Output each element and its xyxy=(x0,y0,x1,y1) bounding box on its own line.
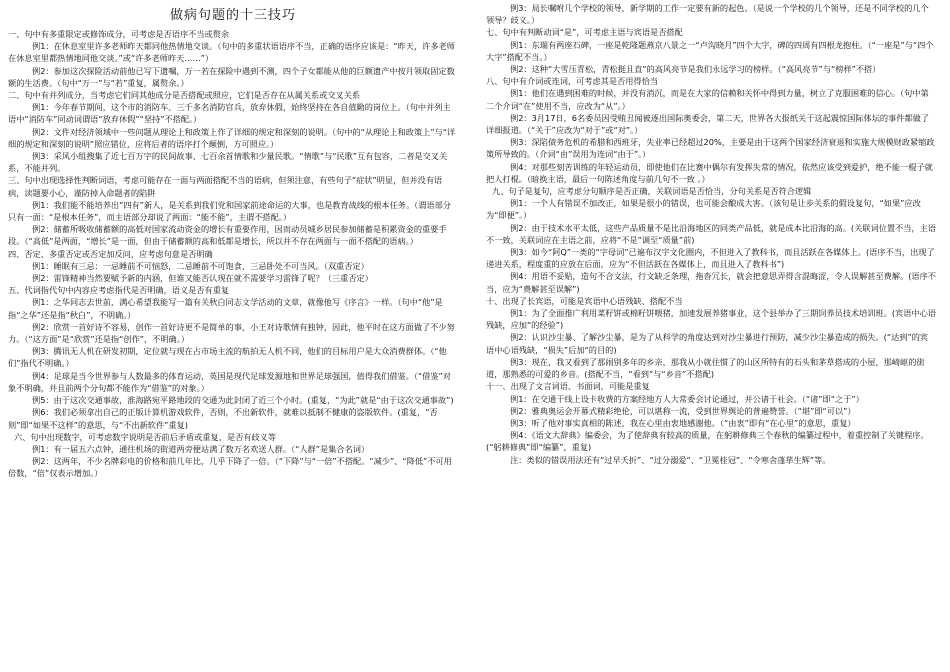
example-paragraph: 例2：雷锋精神当然要赋予新的内涵，但谁又能否认现在就不需要学习雷锋了呢？（三重否定） xyxy=(32,273,373,284)
example-paragraph: 例3：局长嘱咐几个学校的领导，新学期的工作一定要有新的起色。（是说一个学校的几个领导，还是不同学校的几个领导？歧义。） xyxy=(486,3,929,26)
page-title: 做病句题的十三技巧 xyxy=(169,8,296,23)
example-paragraph: 例4：《语文大辞典》编委会，为了使辞典有较高的质量，在躬耕修典三个春秋的编纂过程中，着重控制了关键程序。(“躬耕修典”即“编纂”，重复) xyxy=(486,430,929,453)
example-paragraph: 例1：我们能不能培养出“四有”新人，是关系到我们党和国家前途命运的大事，也是教育战线的根本任务。（谓语部分只有一面：“是根本任务”，而主语部分却说了两面：“能不能”，主谓不搭配。） xyxy=(8,199,451,223)
example-paragraph: 例2：文件对经济领域中一些问题从理论上和政策上作了详细的规定和深刻的说明。（句中的“从理论上和政策上”与“详细的规定和深刻的说明”照应错位，应将后者的语序打个颠倒，方可照应。） xyxy=(8,126,456,149)
section-heading: 三、句中出现选择性判断词语，考虑可能存在一面与两面搭配不当的语病，但须注意，有些句子“症状”明显，但并没有语病，读题要小心，谨防掉入命题者的陷阱 xyxy=(8,175,443,198)
section-heading: 十、出现了长宾语，可能是宾语中心语残缺、搭配不当 xyxy=(486,295,683,306)
example-paragraph: 例2：3月17日，6名委员因受贿丑闻被逐出国际奥委会，第二天，世界各大报纸关于这起震惊国际体坛的事件都做了详细报道。（“关于”应改为“对于”或“对”。） xyxy=(486,112,930,136)
example-paragraph: 例6：我们必须拿出自己的正版计算机游戏软件，否则，不出新软件，就难以抵制不健康的盗版软件。(重复，“否则”即“如果不这样”的意思，与“不出新软件”重复) xyxy=(8,407,438,430)
example-paragraph: 例1：一个人有错误不加改正，如果是很小的错误，也可能会酿成大害。（该句是让步关系的假设复句，“如果”应改为“即便”。） xyxy=(486,198,921,221)
example-paragraph: 例1：睡眠有三忌：一忌睡前不可恼怒，二忌睡前不可饱食，三忌卧处不可当风。（双重否定） xyxy=(32,260,369,271)
example-paragraph: 例2：欣赏一首好诗不容易，创作一首好诗更不是简单的事，小王对诗歌情有独钟，因此，他平时在这方面做了不少努力。（“这方面”是“欣赏”还是指“创作”，不明确。） xyxy=(8,321,455,345)
example-paragraph: 例2：储蓄所吸收储蓄额的高低对国家流动资金的增长有重要作用，因而动员城乡居民参加储蓄是积累资金的重要手段。（“高低”是两面，“增长”是一面，但由于储蓄额的高和低都是增长，所以并不存在两面与一面不搭配的语病。） xyxy=(8,224,447,247)
right-column xyxy=(486,0,936,672)
section-heading: 九、句子是复句，应考虑分句顺序是否正确，关联词语是否恰当，分句关系是否符合逻辑 xyxy=(492,186,812,197)
section-heading: 二、句中有并列成分，当考虑它们同其他成分是否搭配或照应，它们是否存在从属关系或交叉关系 xyxy=(8,90,361,101)
section-heading: 四、否定、多重否定或否定加反问，应考虑句意是否明确 xyxy=(8,248,213,259)
example-paragraph: 例1：有一届五六点钟，通往机场的街道两旁便站满了数万名欢送人群。（“人群”是集合名词） xyxy=(32,443,370,454)
example-paragraph: 例3：现在，我又看到了那闹别多年的乡亲，那我从小就住惯了的山区所特有的石头和茅草搭成的小屋，那崎岖的街道，那熟悉的可爱的乡音。(搭配不当，“看到”与“乡音”不搭配) xyxy=(486,356,925,380)
section-heading: 十一、出现了文言词语、书面词，可能是重复 xyxy=(486,381,650,392)
section-heading: 七、句中有判断动词“是”，可考虑主语与宾语是否搭配 xyxy=(486,27,683,38)
example-paragraph: 例4：用语不妥贴，造句不合文法，行文缺乏条理，拖沓冗长，就会把意思弄得含混晦涩，令人误解甚至费解。(语序不当，应为“费解甚至误解”) xyxy=(486,271,936,294)
section-heading: 六、句中出现数字，可考虑数字说明是否前后矛盾或重复，是否有歧义等 xyxy=(14,431,277,442)
example-paragraph: 例1：之华同志去世前，满心希望我能写一篇有关秋白同志文学活动的文章，就像他写《序言》一样。（句中“他”是指“之华”还是指“秋白”，不明确。） xyxy=(8,297,443,320)
example-paragraph: 例3：听了他对事实真相的陈述，我在心里由衷地感谢他。（“由衷”即有“在心里”的意思，重复） xyxy=(510,417,856,428)
example-paragraph: 例4：对那些刻苦训练的年轻运动员，即使他们在比赛中偶尔有发挥失常的情况，依然应该受到爱护，绝不能一棍子就把人打棍。（暗换主语，最后一句陈述角度与前几句不一致 。） xyxy=(486,161,933,184)
example-paragraph: 例1：今年春节期间，这个市的消防车、三千多名消防官兵，放弃休假，始终坚持在各自值勤的岗位上。（句中并列主语中“消防车”同动词谓语“放弃休假”“坚持”不搭配。） xyxy=(8,102,451,125)
example-paragraph: 注：类似的错误用法还有“过早夭折”、“过分溺爱”、“卫冕桂冠”、“令寒舍蓬荜生辉”等。 xyxy=(510,454,831,465)
section-heading: 八、句中有介词或连词，可考虑其是否用得恰当 xyxy=(486,76,658,87)
example-paragraph: 例3：深陷债务危机的希腊和西班牙，失业率已经超过20%，主要是由于这两个国家经济衰退和实施大规模财政紧缩政策所导致的。（介词“由”误用为连词“由于”。） xyxy=(486,137,935,160)
example-paragraph: 例1：为了全面推广利用菜籽饼或棉籽饼喂猪，加速发展养猪事业，这个县举办了三期饲养员技术培训班。(宾语中心语残缺，应加“的经验”) xyxy=(486,308,936,331)
right-text-block xyxy=(486,2,936,466)
example-paragraph: 例5：由于这次交通事故，淮海路宛平路地段的交通为此封闭了近三个小时。(重复，“为此”就是“由于这次交通事故”) xyxy=(32,395,454,406)
left-text-block xyxy=(8,28,458,480)
example-paragraph: 例3：腾讯无人机在研发初期，定位就与现在占市场主流的航拍无人机不同，他们的目标用户是大众消费群体。（“他们”指代不明确。） xyxy=(8,346,447,369)
left-column xyxy=(8,0,458,672)
example-paragraph: 例1：在交通干线上设卡收费的方案经地方人大常委会讨论通过，并公诸于社会。（“诸”即“之于”） xyxy=(510,393,864,404)
section-heading: 一、句中有多重限定或修饰成分，可考虑是否语序不当或赘余 xyxy=(8,29,230,39)
example-paragraph: 例3：采风小组搜集了近七百万字的民间故事、七百余首情歌和少量民歌。“情歌”与“民歌”互有包容，二者是交叉关系，不能并列。 xyxy=(8,151,448,174)
example-paragraph: 例2：这种“大雪压青松，青松挺且直”的高风亮节是我们永远学习的榜样。（“高风亮节”与“榜样”不搭） xyxy=(510,64,881,75)
example-paragraph: 例3：如今“阿Q”一类的“字母词”已遍布汉字文化圈内，不但进入了教科书，而且活跃在各媒体上。(语序不当，出现了递进关系，程度重的应放在后面，应为“不但活跃在各媒体上，而且进入了教科书”) xyxy=(486,247,935,270)
example-paragraph: 例2：参加这次探险活动前他已写下遗嘱，万一若在探险中遇到不测，四个子女都能从他的巨额遗产中按月领取固定数额的生活费。（句中“万一”与“若”重复，属赘余。） xyxy=(8,65,455,88)
example-paragraph: 例4：足球是当今世界参与人数最多的体育运动，英国是现代足球发源地和世界足球强国，值得我们借鉴。（“借鉴”对象不明确，并且前两个分句都不能作为“借鉴”的对象。） xyxy=(8,370,451,393)
example-paragraph: 例2：认识沙尘暴、了解沙尘暴，是为了从科学的角度达到对沙尘暴进行预防，减少沙尘暴造成的损失。(“达到”的宾语中心语残缺，“损失”后加“的目的) xyxy=(486,332,929,355)
example-paragraph: 例1：东瑞有两座石碑，一座是乾隆题燕京八景之一“卢沟晓月”四个大字，碑的四周有四根龙抱柱。（“一座是”与“四个大字”搭配不当。） xyxy=(486,39,934,62)
example-paragraph: 例2：雅典奥运会开幕式精彩绝伦，可以堪称一流，受到世界舆论的普遍赞誉。（“堪”即“可以”） xyxy=(510,405,856,416)
section-heading: 五、代词指代句中内容应考虑指代是否明确，语义是否有重复 xyxy=(8,285,230,296)
example-paragraph: 例2：这两年，不少名牌彩电的价格和前几年比，几乎下降了一倍。（“下降”与“一倍”不搭配。“减少”、“降低”不可用倍数，“倍”仅表示增加。） xyxy=(8,456,452,479)
example-paragraph: 例2：由于技术水平太低，这些产品质量不是比沿海地区的同类产品低，就是成本比沿海的高。(关联词位置不当，主语不一致，关联词应在主语之前，应将“不是”调至“质量”前) xyxy=(486,222,936,245)
example-paragraph: 例1：在休息室里许多老师昨天都同他热情地交谈。（句中的多重状语语序不当，正确的语序应该是：“昨天，许多老师在休息室里都热情地同他交谈。”或“许多老师昨天……”） xyxy=(8,41,455,64)
example-paragraph: 例1：他们在遇到困难的时候，并没有消沉，而是在大家的信赖和关怀中得到力量，树立了克服困难的信心。（句中第二个介词“在”使用不当，应改为“从”。） xyxy=(486,88,929,111)
